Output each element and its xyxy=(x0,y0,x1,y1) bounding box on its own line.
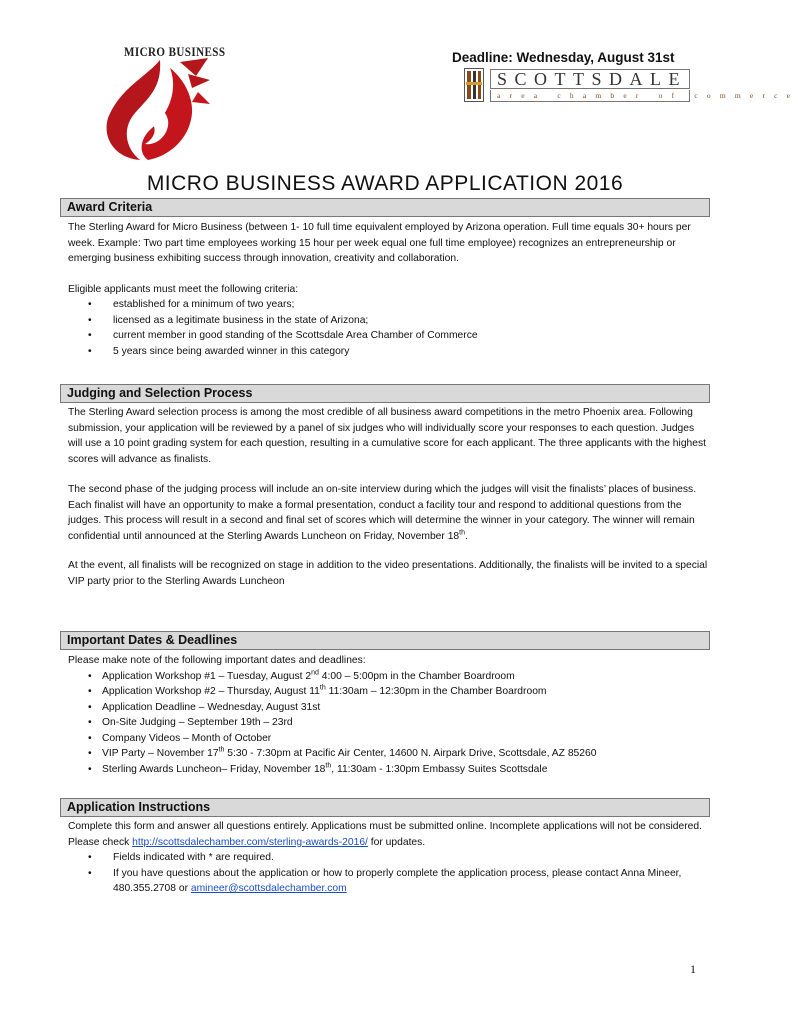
list-item: • established for a minimum of two years; xyxy=(68,297,708,313)
section-heading-judging: Judging and Selection Process xyxy=(60,384,710,403)
list-item: • Company Videos – Month of October xyxy=(68,731,708,747)
instructions-list xyxy=(68,850,708,897)
section-heading-dates: Important Dates & Deadlines xyxy=(60,631,710,650)
chamber-name: SCOTTSDALE xyxy=(490,69,690,89)
eligibility-intro: Eligible applicants must meet the following criteria: xyxy=(68,283,299,295)
list-item: • Application Workshop #2 – Thursday, August 11th 11:30am – 12:30pm in the Chamber Boardroom xyxy=(68,684,708,700)
logo-text: MICRO BUSINESS xyxy=(124,44,226,59)
chamber-tagline: area chamber of commerce xyxy=(490,90,690,102)
eligibility-list xyxy=(68,297,708,359)
list-item: • current member in good standing of the Scottsdale Area Chamber of Commerce xyxy=(68,328,708,344)
list-item: • Fields indicated with * are required. xyxy=(68,850,708,866)
list-item: • Application Workshop #1 – Tuesday, August 2nd 4:00 – 5:00pm in the Chamber Boardroom xyxy=(68,669,708,685)
scottsdale-chamber-logo xyxy=(464,68,799,102)
dates-body xyxy=(68,653,708,777)
list-item: • Sterling Awards Luncheon– Friday, November 18th, 11:30am - 1:30pm Embassy Suites Scottsdale xyxy=(68,762,708,778)
micro-business-logo xyxy=(100,44,226,162)
logo-swirl-icon xyxy=(100,58,210,162)
judging-body xyxy=(68,405,708,589)
deadline-text: Deadline: Wednesday, August 31st xyxy=(452,50,675,65)
list-item: • If you have questions about the application or how to properly complete the application process, please contact Anna Mineer, 480.355.2708 or amineer@scottsdalechamber.com xyxy=(68,866,708,897)
award-criteria-paragraph: The Sterling Award for Micro Business (between 1- 10 full time equivalent employed by Arizona operation. Full time equals 30+ hours per week. Example: Two part time employees working 15 hour per week equal one full time employee) recognizes an entrepreneurship or emerging business exhibiting success through innovation, creativity and collaboration. xyxy=(68,222,691,264)
instructions-body xyxy=(68,819,708,897)
instructions-paragraph: Complete this form and answer all questions entirely. Applications must be submitted online. Incomplete applications will not be considered. Please check http://scottsdalechamber.com/sterling-awards-2016/ for updates. xyxy=(68,821,702,848)
judging-paragraph-3: At the event, all finalists will be recognized on stage in addition to the video presentations. Additionally, the finalists will be invited to a special VIP party prior to the Sterling Awards Luncheon xyxy=(68,560,708,587)
section-heading-award-criteria: Award Criteria xyxy=(60,198,710,217)
judging-paragraph-1: The Sterling Award selection process is among the most credible of all business award competitions in the metro Phoenix area. Following submission, your application will be reviewed by a panel of six judges who will individually score your responses to each question. Judges will use a 10 point grading system for each question, resulting in a cumulative score for each applicant. The three applicants with the highest scores will advance as finalists. xyxy=(68,407,707,465)
awards-link[interactable]: http://scottsdalechamber.com/sterling-awards-2016/ xyxy=(132,836,368,848)
judging-paragraph-2: The second phase of the judging process will include an on-site interview during which the judges will visit the finalists’ places of business. Each finalist will have an opportunity to make a formal presentation, conduct a facility tour and respond to additional questions from the judges. This process will result in a second and final set of scores which will determine the winner in your category. The winner will remain confidential until announced at the Sterling Awards Luncheon on Friday, November 18th. xyxy=(68,484,697,542)
list-item: • On-Site Judging – September 19th – 23rd xyxy=(68,715,708,731)
award-criteria-body xyxy=(68,220,708,359)
page-title: MICRO BUSINESS AWARD APPLICATION 2016 xyxy=(146,172,624,195)
dates-intro: Please make note of the following important dates and deadlines: xyxy=(68,655,366,666)
email-link[interactable]: amineer@scottsdalechamber.com xyxy=(190,883,347,894)
dates-list xyxy=(68,669,708,778)
list-item: • 5 years since being awarded winner in this category xyxy=(68,344,708,360)
page-number: 1 xyxy=(690,962,696,976)
chamber-emblem-icon xyxy=(464,68,484,102)
list-item: • licensed as a legitimate business in the state of Arizona; xyxy=(68,313,708,329)
list-item: • VIP Party – November 17th 5:30 - 7:30pm at Pacific Air Center, 14600 N. Airpark Drive, Scottsdale, AZ 85260 xyxy=(68,746,708,762)
section-heading-instructions: Application Instructions xyxy=(60,798,710,817)
list-item: • Application Deadline – Wednesday, August 31st xyxy=(68,700,708,716)
